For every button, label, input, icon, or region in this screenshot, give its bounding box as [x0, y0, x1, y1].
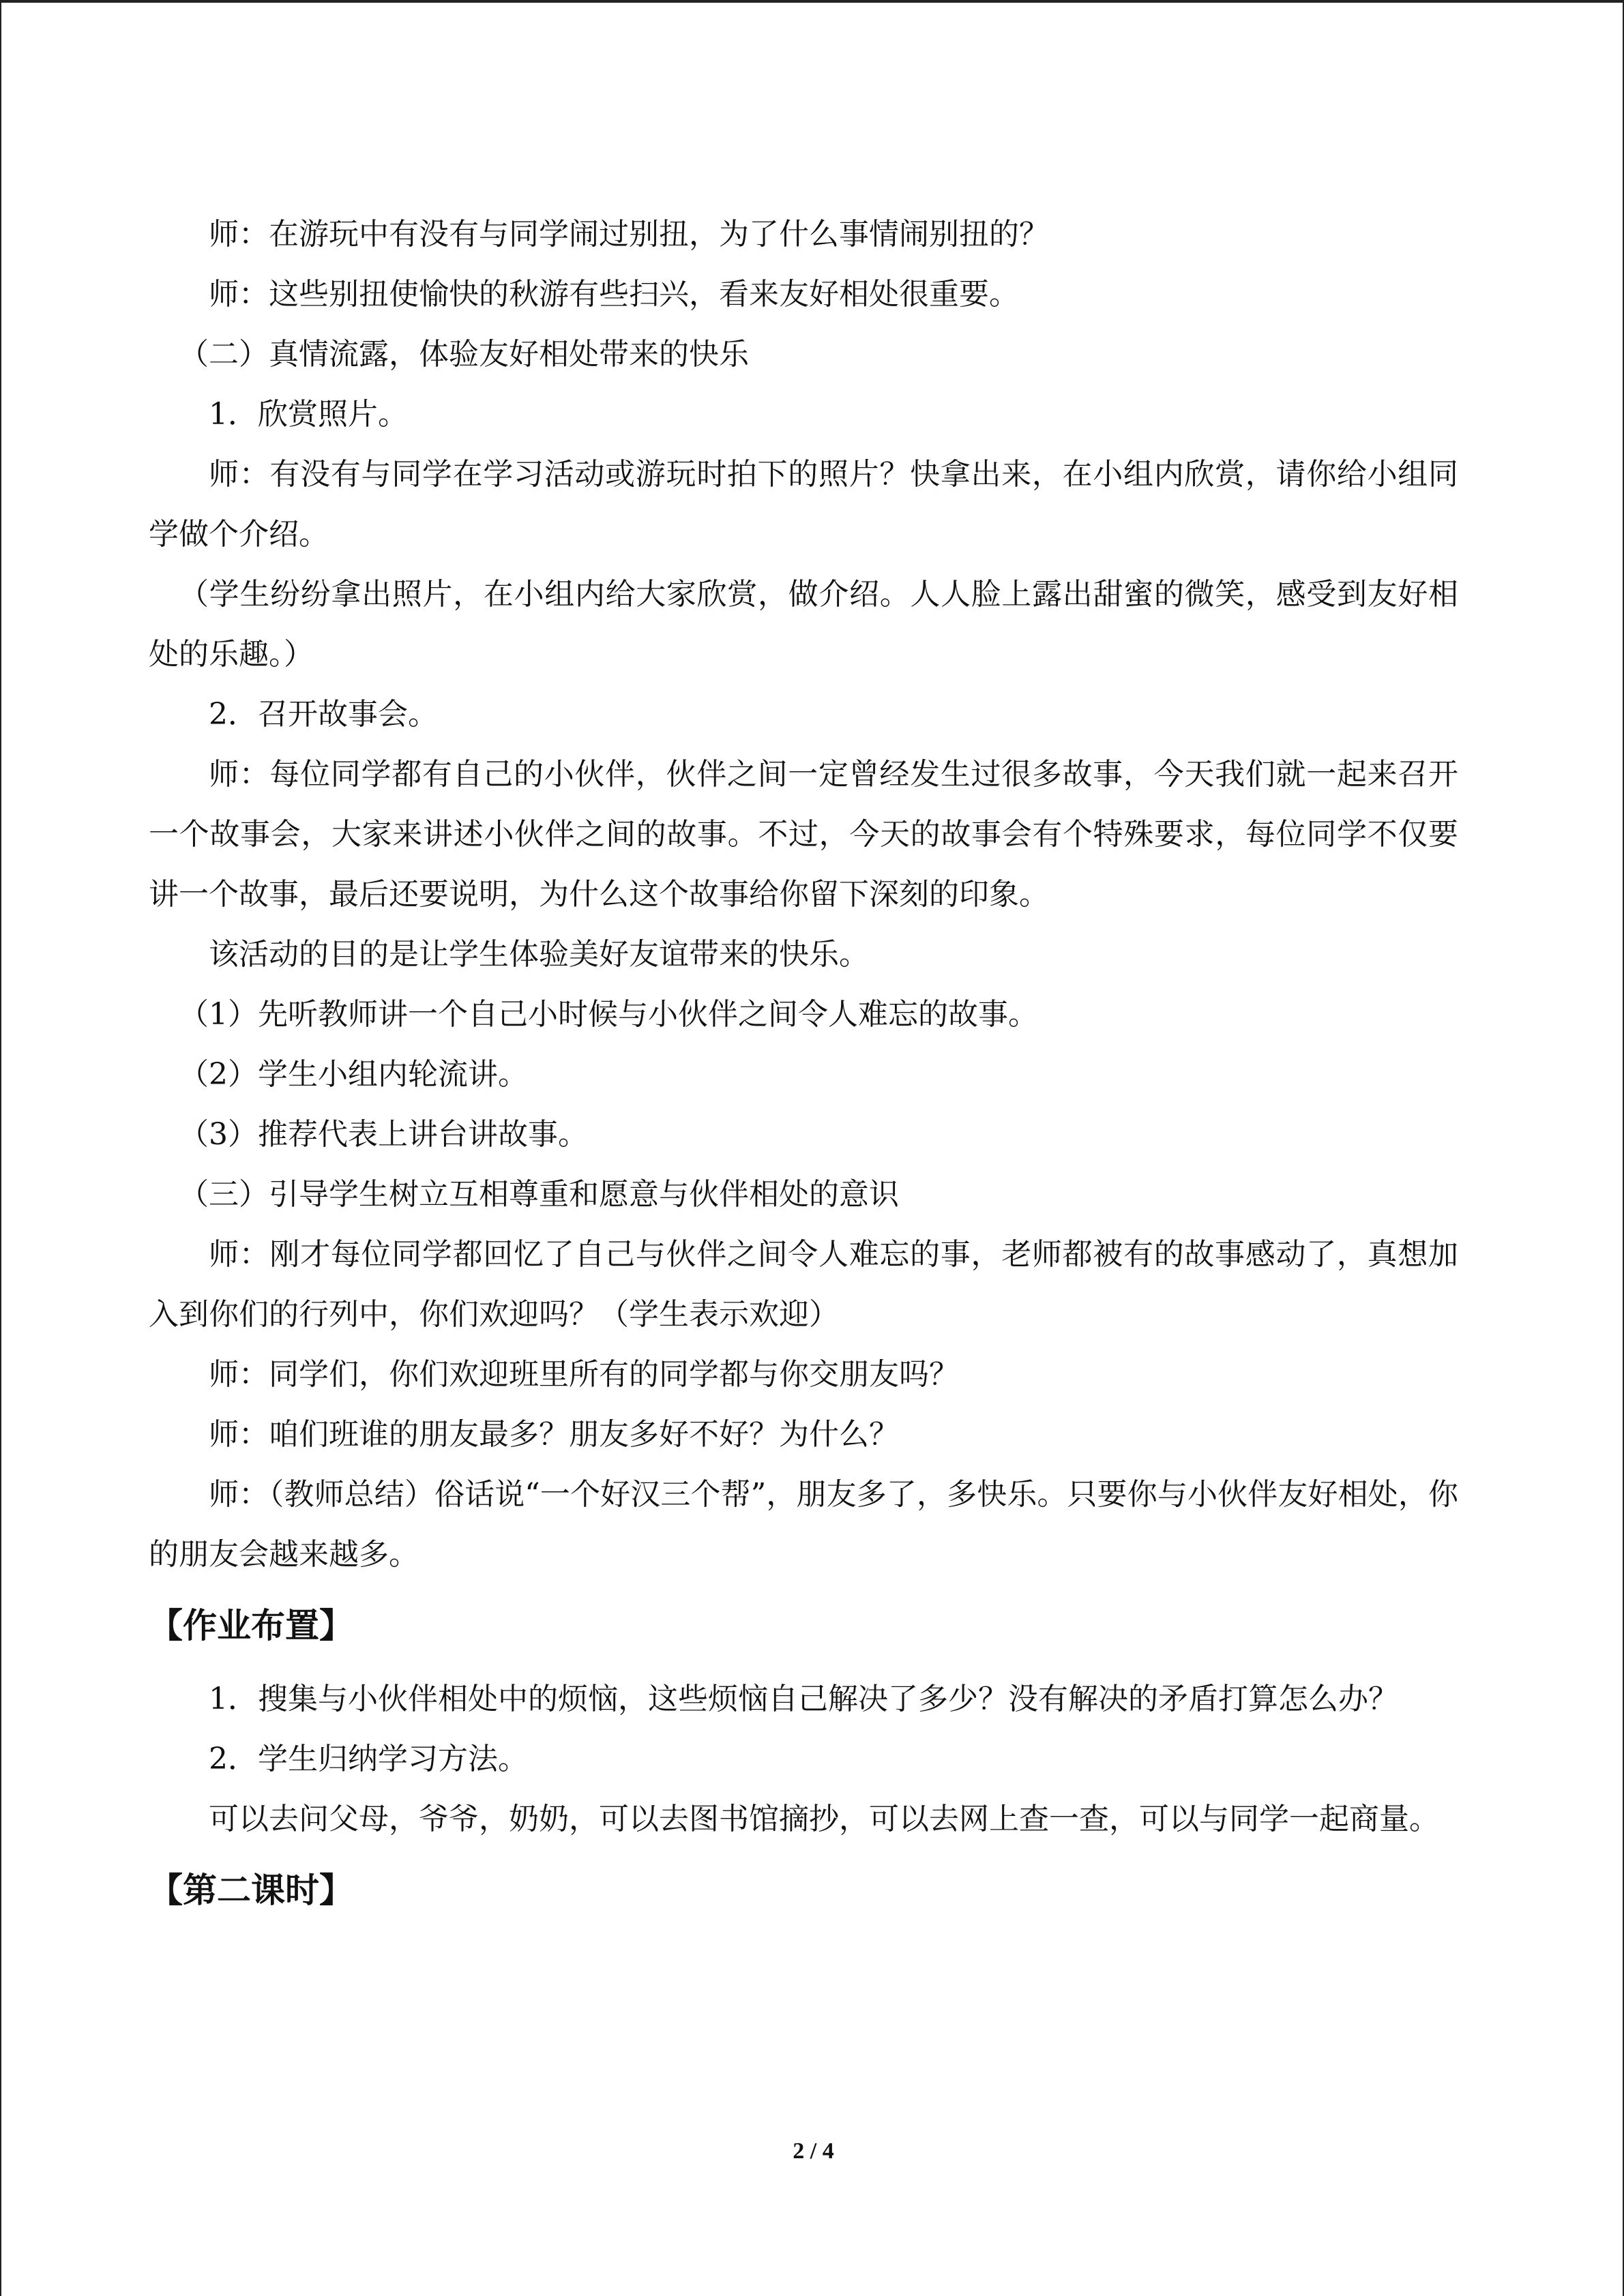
paragraph: 师：咱们班谁的朋友最多？朋友多好不好？为什么？: [209, 1417, 899, 1452]
page-number: 2 / 4: [793, 2138, 834, 2164]
paragraph: 2．召开故事会。: [209, 697, 438, 732]
paragraph: 师：在游玩中有没有与同学闹过别扭，为了什么事情闹别扭的？: [209, 217, 1049, 252]
paragraph: 1．搜集与小伙伴相处中的烦恼，这些烦恼自己解决了多少？没有解决的矛盾打算怎么办？: [209, 1682, 1398, 1716]
paragraph: （二）真情流露，体验友好相处带来的快乐: [179, 337, 749, 372]
paragraph: （1）先听教师讲一个自己小时候与小伙伴之间令人难忘的故事。: [179, 997, 1038, 1032]
lesson-body: [149, 205, 1458, 1585]
paragraph: （2）学生小组内轮流讲。: [179, 1057, 528, 1092]
paragraph: 2．学生归纳学习方法。: [209, 1742, 528, 1776]
paragraph: 可以去问父母，爷爷，奶奶，可以去图书馆摘抄，可以去网上查一查，可以与同学一起商量。: [209, 1802, 1439, 1836]
paragraph: 1．欣赏照片。: [209, 397, 408, 432]
paragraph: 师：同学们，你们欢迎班里所有的同学都与你交朋友吗？: [209, 1357, 959, 1392]
paragraph: （学生纷纷拿出照片，在小组内给大家欣赏，做介绍。人人脸上露出甜蜜的微笑，感受到友好相处的乐趣。）: [149, 577, 1458, 672]
paragraph: 师：（教师总结）俗话说“一个好汉三个帮”，朋友多了，多快乐。只要你与小伙伴友好相处，你的朋友会越来越多。: [149, 1477, 1458, 1572]
homework-body: [149, 1669, 1458, 1849]
paragraph: （3）推荐代表上讲台讲故事。: [179, 1117, 588, 1152]
page-content: [149, 205, 1458, 1934]
paragraph: 师：有没有与同学在学习活动或游玩时拍下的照片？快拿出来，在小组内欣赏，请你给小组同学做个介绍。: [149, 457, 1458, 552]
paragraph: 师：每位同学都有自己的小伙伴，伙伴之间一定曾经发生过很多故事，今天我们就一起来召开一个故事会，大家来讲述小伙伴之间的故事。不过，今天的故事会有个特殊要求，每位同学不仅要讲一个故事，最后还要说明，为什么这个故事给你留下深刻的印象。: [149, 757, 1458, 912]
paragraph: 师：这些别扭使愉快的秋游有些扫兴，看来友好相处很重要。: [209, 277, 1019, 312]
paragraph: 师：刚才每位同学都回忆了自己与伙伴之间令人难忘的事，老师都被有的故事感动了，真想加入到你们的行列中，你们欢迎吗？（学生表示欢迎）: [149, 1237, 1458, 1332]
heading-second-lesson: 【第二课时】: [149, 1870, 353, 1910]
paragraph: （三）引导学生树立互相尊重和愿意与伙伴相处的意识: [179, 1177, 899, 1212]
heading-homework: 【作业布置】: [149, 1606, 353, 1645]
paragraph: 该活动的目的是让学生体验美好友谊带来的快乐。: [209, 937, 869, 972]
